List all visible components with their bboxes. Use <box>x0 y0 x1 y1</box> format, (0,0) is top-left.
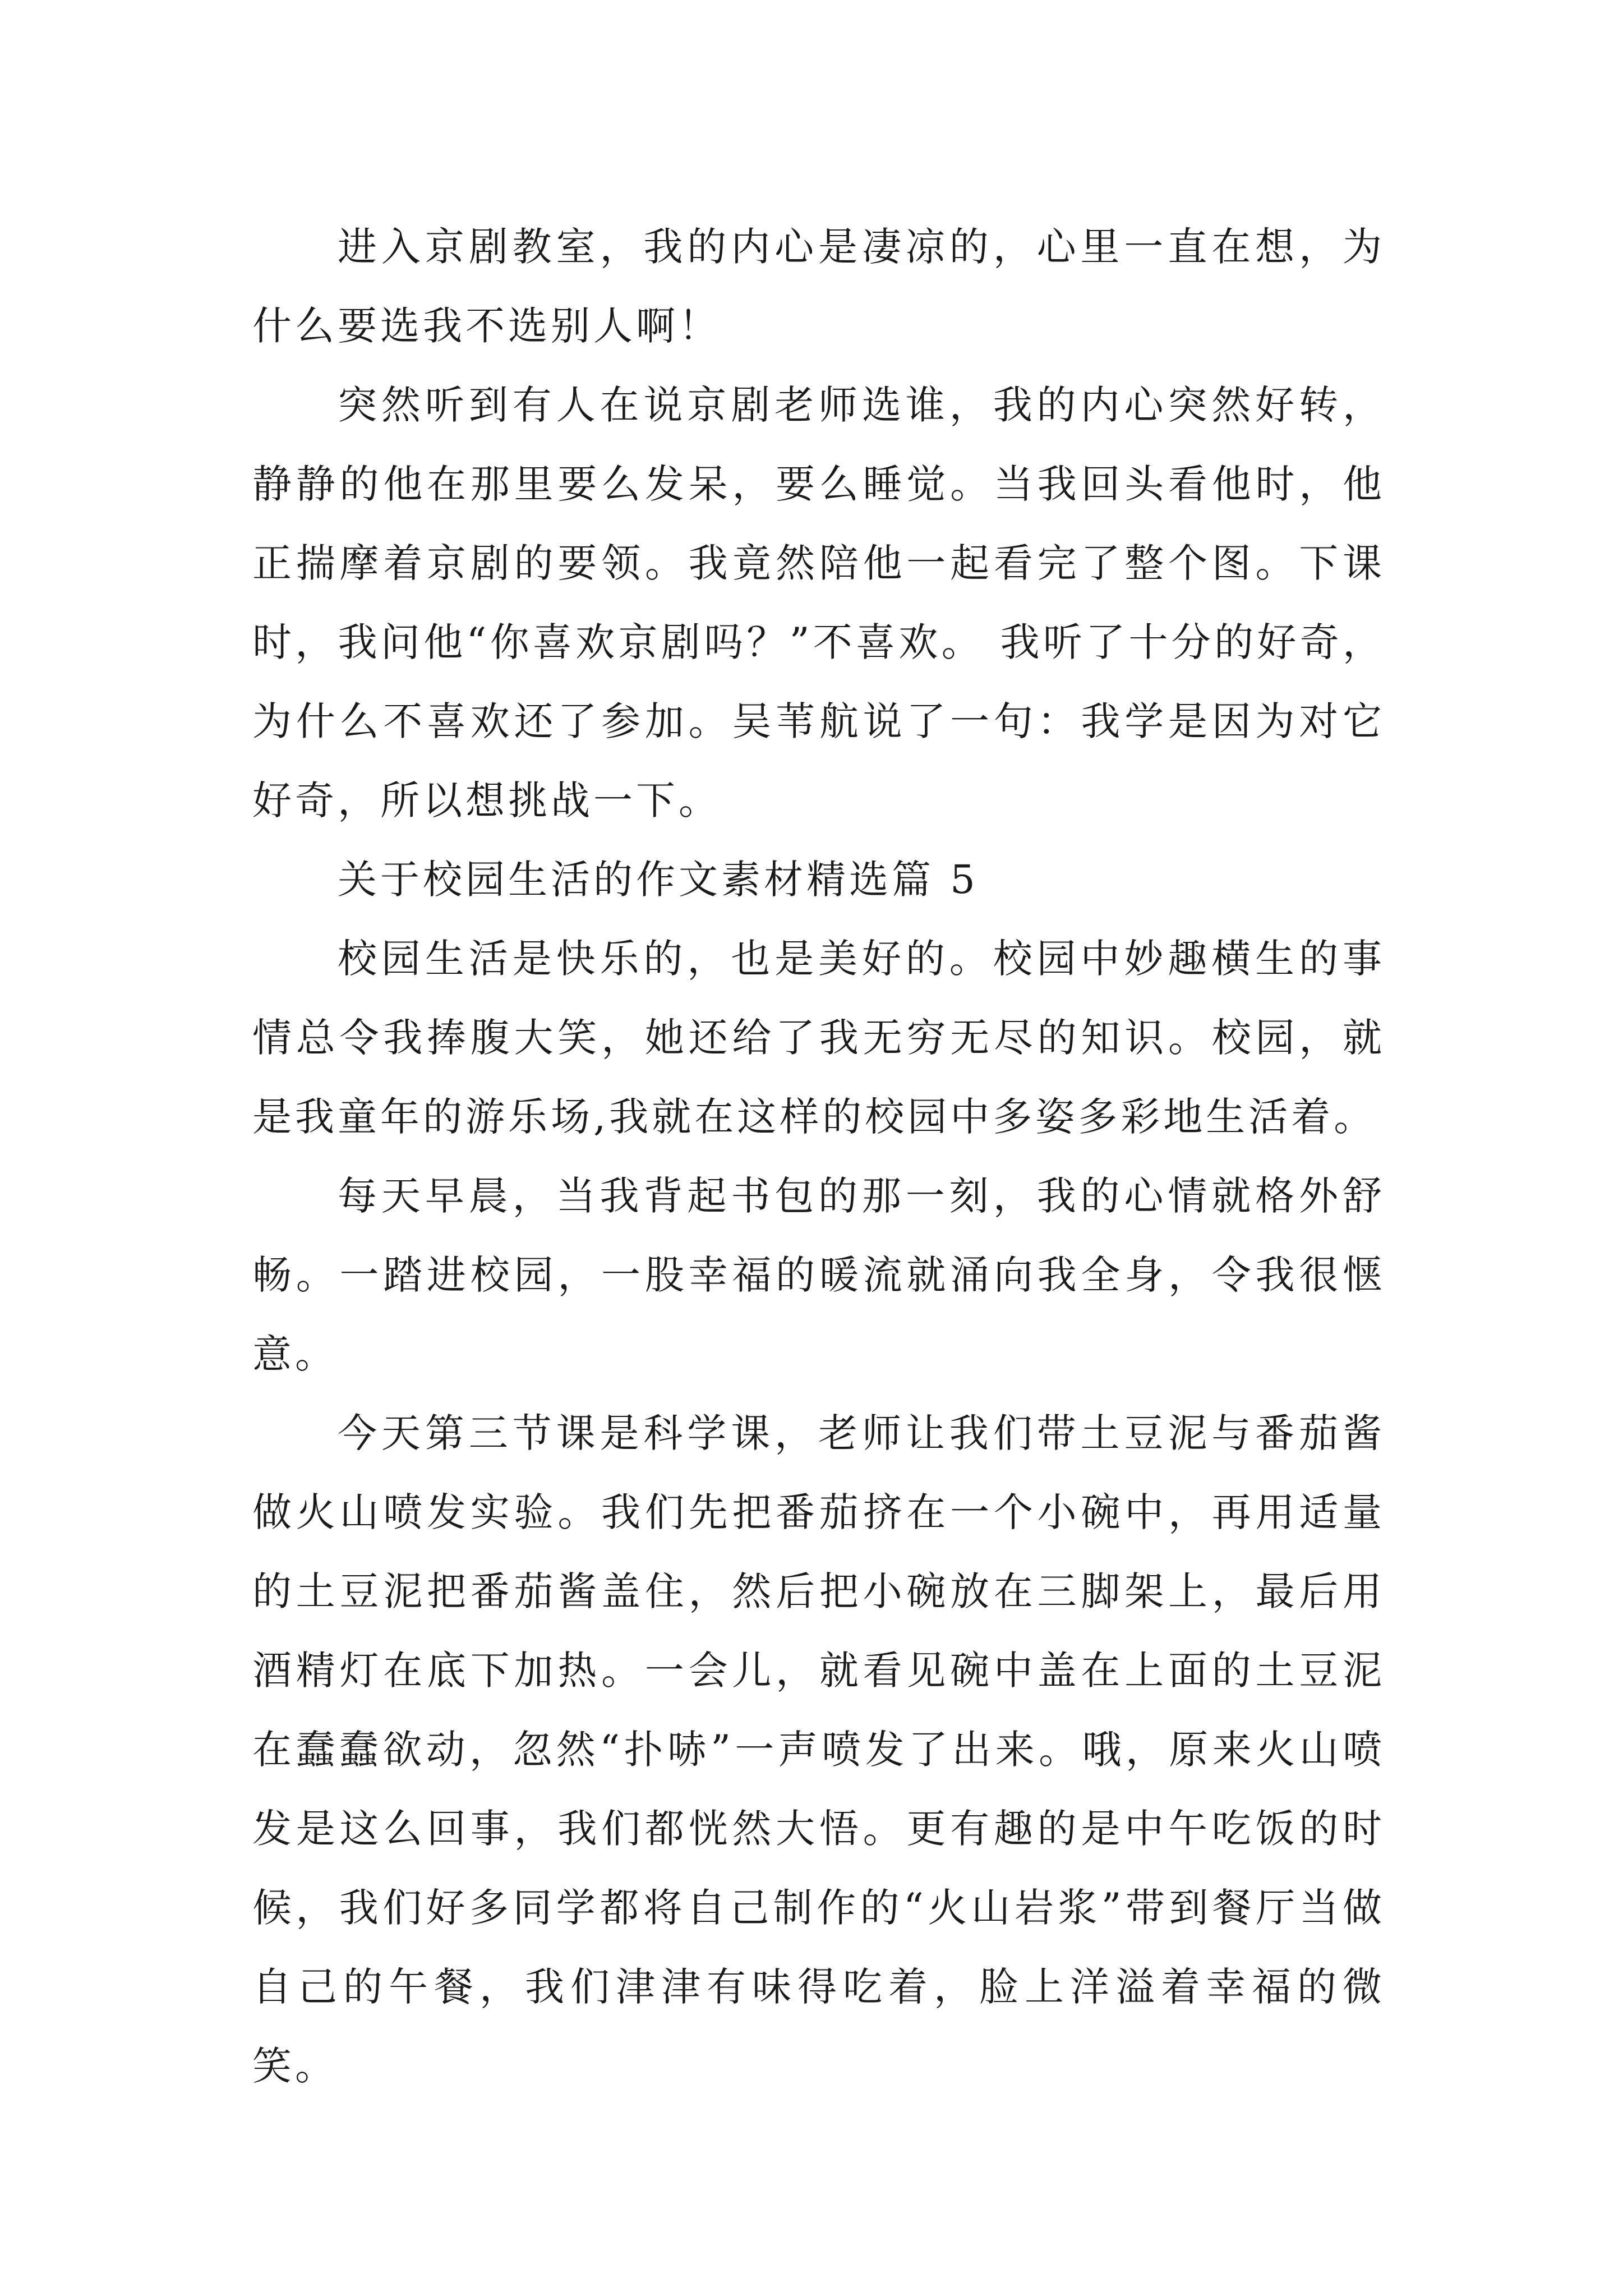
section-heading: 关于校园生活的作文素材精选篇 5 <box>338 857 979 903</box>
paragraph-campus-life: 校园生活是快乐的，也是美好的。校园中妙趣横生的事情总令我捧腹大笑，她还给了我无穷无尽的知识。校园，就是我童年的游乐场,我就在这样的校园中多姿多彩地生活着。 <box>252 936 1385 1140</box>
paragraph-science-class: 今天第三节课是科学课，老师让我们带土豆泥与番茄酱做火山喷发实验。我们先把番茄挤在一个小碗中，再用适量的土豆泥把番茄酱盖住，然后把小碗放在三脚架上，最后用酒精灯在底下加热。一会儿，就看见碗中盖在上面的土豆泥在蠢蠢欲动，忽然“扑哧”一声喷发了出来。哦，原来火山喷发是这么回事，我们都恍然大悟。更有趣的是中午吃饭的时候，我们好多同学都将自己制作的“火山岩浆”带到餐厅当做自己的午餐，我们津津有味得吃着，脸上洋溢着幸福的微笑。 <box>252 1410 1385 2089</box>
paragraph-morning: 每天早晨，当我背起书包的那一刻，我的心情就格外舒畅。一踏进校园，一股幸福的暖流就涌向我全身，令我很惬意。 <box>252 1173 1385 1377</box>
paragraph-beijing-opera-classroom: 进入京剧教室，我的内心是凄凉的，心里一直在想，为什么要选我不选别人啊！ <box>252 224 1385 349</box>
paragraph-opera-teacher: 突然听到有人在说京剧老师选谁，我的内心突然好转，静静的他在那里要么发呆，要么睡觉。当我回头看他时，他正揣摩着京剧的要领。我竟然陪他一起看完了整个图。下课时，我问他“你喜欢京剧吗？”不喜欢。 我听了十分的好奇，为什么不喜欢还了参加。吴苇航说了一句：我学是因为对它好奇，所以想挑战一下。 <box>252 382 1385 823</box>
document-body <box>252 208 1385 2106</box>
